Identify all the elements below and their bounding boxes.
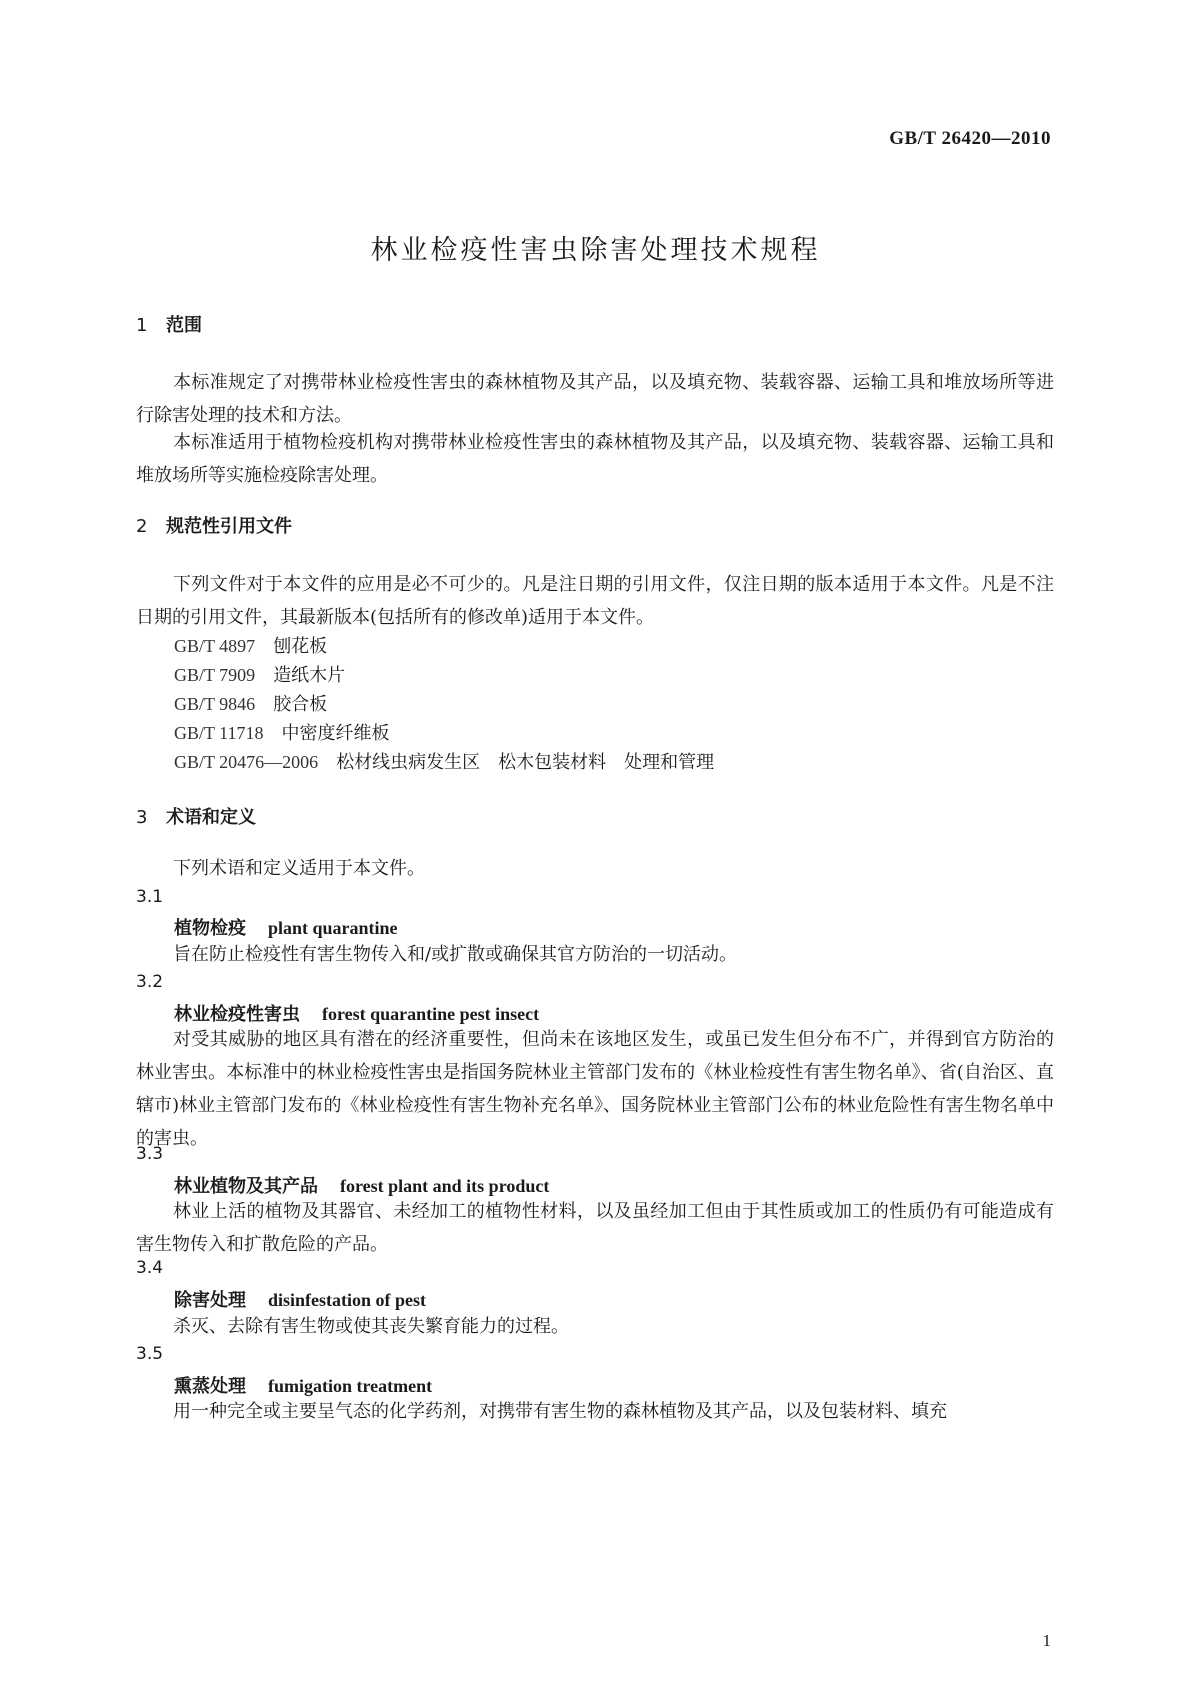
term-definition: 杀灭、去除有害生物或使其丧失繁育能力的过程。 [173, 1316, 569, 1337]
term-name-en: forest plant and its product [340, 1176, 550, 1196]
term-name-cn: 林业检疫性害虫 [174, 1004, 300, 1025]
term-name-en: forest quarantine pest insect [322, 1004, 540, 1024]
reference-item [174, 748, 714, 774]
section-title: 范围 [166, 315, 202, 336]
reference-title: 胶合板 [273, 694, 328, 715]
term-name [174, 914, 398, 940]
term-number: 3.1 [136, 887, 164, 907]
section-1-heading [136, 311, 202, 337]
term-number: 3.4 [136, 1258, 164, 1278]
term-name-en: plant quarantine [268, 918, 398, 938]
reference-code: GB/T 20476—2006 [174, 752, 319, 772]
term-name-cn: 林业植物及其产品 [174, 1176, 318, 1197]
term-name-cn: 除害处理 [174, 1290, 246, 1311]
term-name-en: disinfestation of pest [268, 1290, 427, 1310]
document-title: 林业检疫性害虫除害处理技术规程 [370, 235, 821, 266]
reference-item [174, 632, 327, 658]
term-definition: 对受其威胁的地区具有潜在的经济重要性，但尚未在该地区发生，或虽已发生但分布不广，并得到官方防治的林业害虫。本标准中的林业检疫性害虫是指国务院林业主管部门发布的《林业检疫性有害生物名单》、省(自治区、直辖市)林业主管部门发布的《林业检疫性有害生物补充名单》、国务院林业主管部门公布的林业危险性有害生物名单中的害虫。 [136, 1029, 1054, 1149]
term-number: 3.2 [136, 972, 164, 992]
term-name-cn: 植物检疫 [174, 918, 246, 939]
reference-title: 中密度纤维板 [281, 723, 390, 744]
section-2-heading [136, 512, 292, 538]
term-definition: 用一种完全或主要呈气态的化学药剂，对携带有害生物的森林植物及其产品，以及包装材料、填充 [173, 1401, 947, 1422]
reference-code: GB/T 7909 [174, 665, 256, 685]
section-3-heading [136, 803, 256, 829]
term-name-en: fumigation treatment [268, 1376, 433, 1396]
section-3-paragraph-1: 下列术语和定义适用于本文件。 [173, 858, 425, 879]
reference-item [174, 661, 345, 687]
term-name [174, 1286, 426, 1312]
reference-title: 造纸木片 [273, 665, 346, 686]
section-title: 规范性引用文件 [166, 516, 292, 537]
section-1-paragraph-2: 本标准适用于植物检疫机构对携带林业检疫性害虫的森林植物及其产品，以及填充物、装载容器、运输工具和堆放场所等实施检疫除害处理。 [136, 432, 1054, 486]
section-1-paragraph-1: 本标准规定了对携带林业检疫性害虫的森林植物及其产品，以及填充物、装载容器、运输工具和堆放场所等进行除害处理的技术和方法。 [136, 372, 1054, 426]
reference-code: GB/T 9846 [174, 694, 256, 714]
section-title: 术语和定义 [166, 807, 256, 828]
section-number: 2 [136, 516, 148, 537]
reference-code: GB/T 11718 [174, 723, 264, 743]
standard-code: GB/T 26420—2010 [889, 128, 1051, 149]
section-number: 3 [136, 807, 148, 828]
reference-item [174, 719, 390, 745]
section-2-paragraph-1: 下列文件对于本文件的应用是必不可少的。凡是注日期的引用文件，仅注日期的版本适用于本文件。凡是不注日期的引用文件，其最新版本(包括所有的修改单)适用于本文件。 [136, 574, 1054, 628]
term-name-cn: 熏蒸处理 [174, 1376, 246, 1397]
reference-title: 松材线虫病发生区 松木包装材料 处理和管理 [336, 752, 715, 773]
reference-title: 刨花板 [273, 636, 328, 657]
term-number: 3.5 [136, 1344, 164, 1364]
term-definition: 林业上活的植物及其器官、未经加工的植物性材料，以及虽经加工但由于其性质或加工的性质仍有可能造成有害生物传入和扩散危险的产品。 [136, 1201, 1054, 1255]
term-definition: 旨在防止检疫性有害生物传入和/或扩散或确保其官方防治的一切活动。 [173, 944, 738, 965]
section-number: 1 [136, 315, 148, 336]
reference-code: GB/T 4897 [174, 636, 256, 656]
term-number: 3.3 [136, 1144, 164, 1164]
reference-item [174, 690, 327, 716]
page-number: 1 [1042, 1631, 1051, 1650]
